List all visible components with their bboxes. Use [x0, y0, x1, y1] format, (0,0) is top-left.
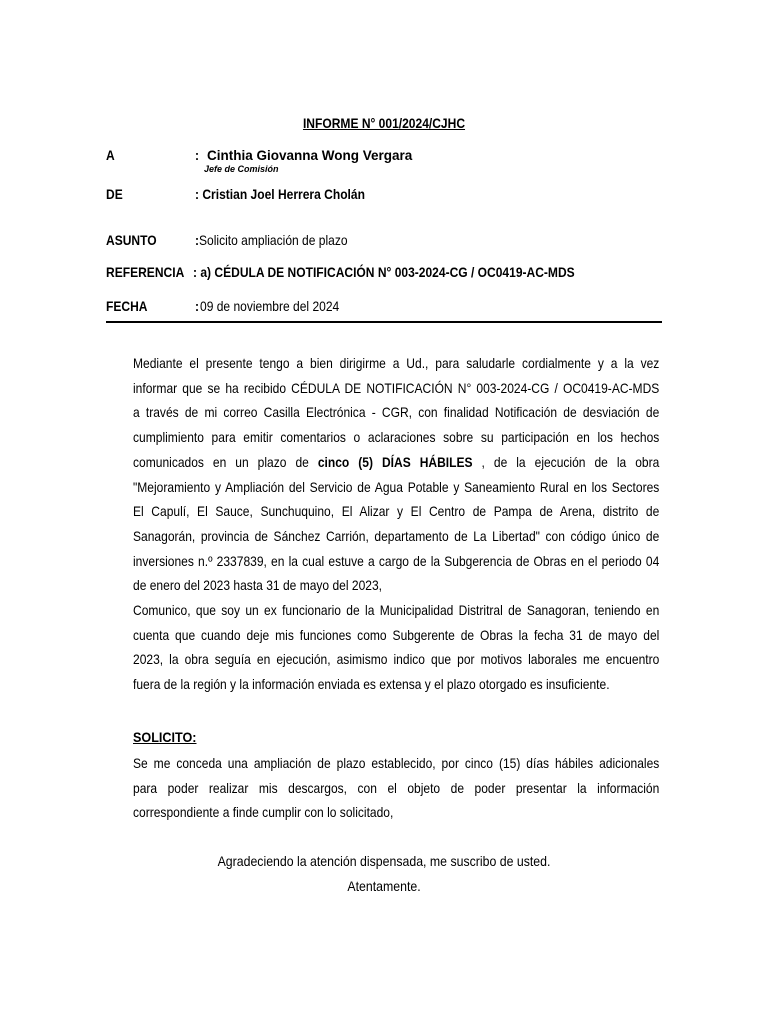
date-label: FECHA: [106, 298, 148, 314]
body-line: "Mejoramiento y Ampliación del Servicio de Agua Potable y Saneamiento Rural en los Sectores: [133, 478, 660, 495]
body-line: fuera de la región y la información enviada es extensa y el plazo otorgado es insuficiente.: [133, 676, 610, 693]
recipient-name: Cinthia Giovanna Wong Vergara: [207, 148, 413, 163]
recipient-role: Jefe de Comisión: [204, 164, 279, 174]
body-line: cuenta que cuando deje mis funciones como Subgerente de Obras la fecha 31 de mayo del: [133, 626, 660, 643]
body-line: inversiones n.º 2337839, en la cual estuve a cargo de la Subgerencia de Obras en el periodo 04: [133, 552, 660, 569]
to-separator: :: [195, 147, 200, 163]
body-line: a través de mi correo Casilla Electrónica - CGR, con finalidad Notificación de desviación de: [133, 404, 660, 421]
request-line: correspondiente a finde cumplir con lo solicitado,: [133, 804, 394, 821]
body-line-part: , de la ejecución de la obra: [472, 453, 660, 470]
closing-salutation: Atentamente.: [347, 878, 421, 894]
body-line-part: comunicados en un plazo de: [133, 453, 318, 470]
to-label: A: [106, 147, 115, 163]
request-paragraph: [133, 751, 660, 825]
sender-name: : Cristian Joel Herrera Cholán: [195, 186, 365, 202]
body-line: Sanagorán, provincia de Sánchez Carrión, departamento de La Libertad" con código único de: [133, 527, 660, 544]
subject-label: ASUNTO: [106, 232, 157, 248]
body-line: 2023, la obra seguía en ejecución, asimismo indico que por motivos laborales me encuentro: [133, 651, 660, 668]
body-line: cumplimiento para emitir comentarios o aclaraciones sobre su participación en los hechos: [133, 429, 660, 446]
from-label: DE: [106, 186, 123, 202]
reference-value: : a) CÉDULA DE NOTIFICACIÓN N° 003-2024-CG / OC0419-AC-MDS: [193, 264, 575, 280]
body-line: de enero del 2023 hasta 31 de mayo del 2023,: [133, 577, 383, 594]
request-line: para poder realizar mis descargos, con el objeto de poder presentar la información: [133, 779, 660, 796]
closing-line: Agradeciendo la atención dispensada, me suscribo de usted.: [217, 853, 551, 869]
body-line: Mediante el presente tengo a bien dirigirme a Ud., para saludarle cordialmente y a la vez: [133, 355, 660, 371]
body-line: El Capulí, El Sauce, Sunchuquino, El Alizar y El Centro de Pampa de Arena, distrito de: [133, 503, 660, 520]
subject-separator: :: [195, 232, 200, 248]
header-divider: [106, 321, 662, 323]
document-title: INFORME N° 001/2024/CJHC: [302, 115, 466, 131]
deadline-emphasis: cinco (5) DÍAS HÁBILES: [317, 453, 473, 470]
request-line: Se me conceda una ampliación de plazo establecido, por cinco (15) días hábiles adicionales: [133, 755, 660, 771]
reference-label: REFERENCIA: [106, 264, 185, 280]
date-separator: :: [195, 298, 200, 314]
body-line: informar que se ha recibido CÉDULA DE NOTIFICACIÓN N° 003-2024-CG / OC0419-AC-MDS: [133, 379, 660, 396]
body-paragraphs: [133, 351, 660, 697]
date-value: 09 de noviembre del 2024: [200, 298, 340, 314]
body-line: Comunico, que soy un ex funcionario de la Municipalidad Distritral de Sanagoran, teniendo en: [133, 602, 660, 619]
subject-value: Solicito ampliación de plazo: [199, 232, 348, 248]
request-heading: SOLICITO:: [133, 729, 197, 745]
body-line-deadline: [133, 450, 659, 475]
